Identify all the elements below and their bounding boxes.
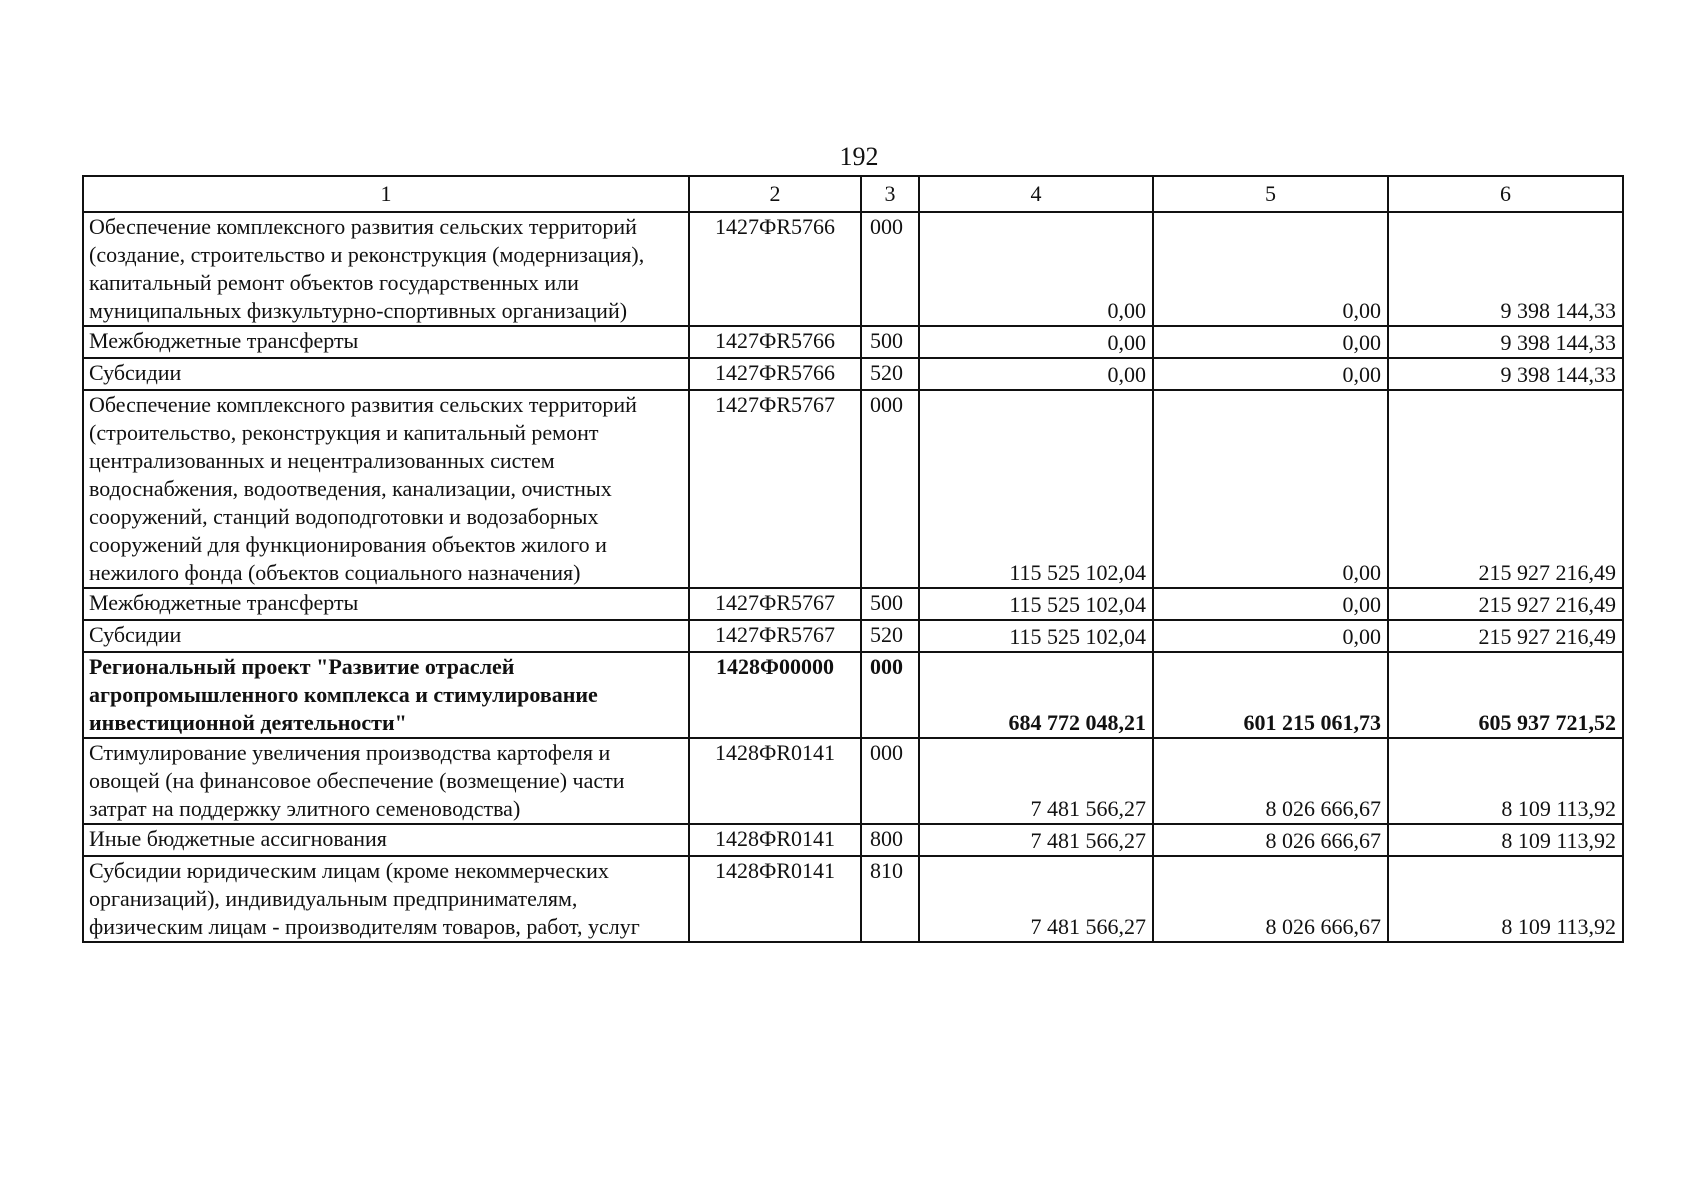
column-header: 4: [919, 176, 1153, 212]
column-header: 6: [1388, 176, 1623, 212]
row-value-col5: 0,00: [1153, 212, 1388, 326]
row-type-code: 000: [861, 652, 919, 738]
row-value-col6: 9 398 144,33: [1388, 212, 1623, 326]
row-code: 1427ФR5767: [689, 390, 861, 588]
row-code: 1427ФR5766: [689, 212, 861, 326]
table-row: [83, 824, 1623, 856]
row-value-col5: 0,00: [1153, 358, 1388, 390]
row-value-col6: 9 398 144,33: [1388, 326, 1623, 358]
row-type-code: 500: [861, 588, 919, 620]
row-type-code: 520: [861, 620, 919, 652]
row-value-col4: 115 525 102,04: [919, 588, 1153, 620]
row-value-col6: 215 927 216,49: [1388, 390, 1623, 588]
row-value-col5: 0,00: [1153, 390, 1388, 588]
row-code: 1427ФR5767: [689, 588, 861, 620]
page-number: 192: [839, 142, 879, 171]
row-code: 1428ФR0141: [689, 738, 861, 824]
row-name: Межбюджетные трансферты: [83, 588, 689, 620]
row-value-col6: 8 109 113,92: [1388, 738, 1623, 824]
row-type-code: 000: [861, 212, 919, 326]
budget-table: [82, 175, 1624, 943]
row-code: 1428ФR0141: [689, 824, 861, 856]
row-value-col6: 605 937 721,52: [1388, 652, 1623, 738]
row-value-col6: 215 927 216,49: [1388, 620, 1623, 652]
table-row: [83, 212, 1623, 326]
row-value-col4: 0,00: [919, 358, 1153, 390]
row-value-col5: 8 026 666,67: [1153, 856, 1388, 942]
row-value-col4: 115 525 102,04: [919, 390, 1153, 588]
row-code: 1428Ф00000: [689, 652, 861, 738]
column-header: 5: [1153, 176, 1388, 212]
row-value-col6: 9 398 144,33: [1388, 358, 1623, 390]
table-row: [83, 358, 1623, 390]
row-value-col4: 7 481 566,27: [919, 856, 1153, 942]
table-row: [83, 856, 1623, 942]
row-value-col5: 601 215 061,73: [1153, 652, 1388, 738]
row-type-code: 810: [861, 856, 919, 942]
row-name: Субсидии: [83, 358, 689, 390]
column-header: 3: [861, 176, 919, 212]
row-value-col4: 7 481 566,27: [919, 738, 1153, 824]
row-value-col5: 8 026 666,67: [1153, 738, 1388, 824]
row-value-col6: 8 109 113,92: [1388, 856, 1623, 942]
column-header: 1: [83, 176, 689, 212]
row-value-col6: 215 927 216,49: [1388, 588, 1623, 620]
row-value-col5: 8 026 666,67: [1153, 824, 1388, 856]
row-value-col4: 0,00: [919, 212, 1153, 326]
table-row: [83, 738, 1623, 824]
row-value-col5: 0,00: [1153, 620, 1388, 652]
row-type-code: 000: [861, 390, 919, 588]
row-value-col5: 0,00: [1153, 588, 1388, 620]
row-code: 1427ФR5766: [689, 326, 861, 358]
table-header-row: [83, 176, 1623, 212]
row-name: Иные бюджетные ассигнования: [83, 824, 689, 856]
row-name: Субсидии юридическим лицам (кроме некоммерческих организаций), индивидуальным предпринимателям, физическим лицам - производителям товаров, работ, услуг: [83, 856, 689, 942]
row-name: Субсидии: [83, 620, 689, 652]
table-row: [83, 652, 1623, 738]
row-name: Обеспечение комплексного развития сельских территорий (строительство, реконструкция и капитальный ремонт централизованных и нецентрализованных систем водоснабжения, водоотведения, канализации, очистных сооружений, станций водоподготовки и водозаборных сооружений для функционирования объектов жилого и нежилого фонда (объектов социального назначения): [83, 390, 689, 588]
row-code: 1428ФR0141: [689, 856, 861, 942]
row-value-col4: 115 525 102,04: [919, 620, 1153, 652]
row-type-code: 500: [861, 326, 919, 358]
row-value-col5: 0,00: [1153, 326, 1388, 358]
column-header: 2: [689, 176, 861, 212]
table-row: [83, 588, 1623, 620]
row-value-col4: 684 772 048,21: [919, 652, 1153, 738]
table-row: [83, 326, 1623, 358]
row-name: Межбюджетные трансферты: [83, 326, 689, 358]
row-code: 1427ФR5766: [689, 358, 861, 390]
row-code: 1427ФR5767: [689, 620, 861, 652]
row-type-code: 000: [861, 738, 919, 824]
row-value-col4: 7 481 566,27: [919, 824, 1153, 856]
row-type-code: 520: [861, 358, 919, 390]
row-name: Региональный проект "Развитие отраслей агропромышленного комплекса и стимулирование инвестиционной деятельности": [83, 652, 689, 738]
row-value-col4: 0,00: [919, 326, 1153, 358]
row-type-code: 800: [861, 824, 919, 856]
row-value-col6: 8 109 113,92: [1388, 824, 1623, 856]
table-row: [83, 620, 1623, 652]
row-name: Обеспечение комплексного развития сельских территорий (создание, строительство и реконструкция (модернизация), капитальный ремонт объектов государственных или муниципальных физкультурно-спортивных организаций): [83, 212, 689, 326]
row-name: Стимулирование увеличения производства картофеля и овощей (на финансовое обеспечение (возмещение) части затрат на поддержку элитного семеноводства): [83, 738, 689, 824]
table-row: [83, 390, 1623, 588]
